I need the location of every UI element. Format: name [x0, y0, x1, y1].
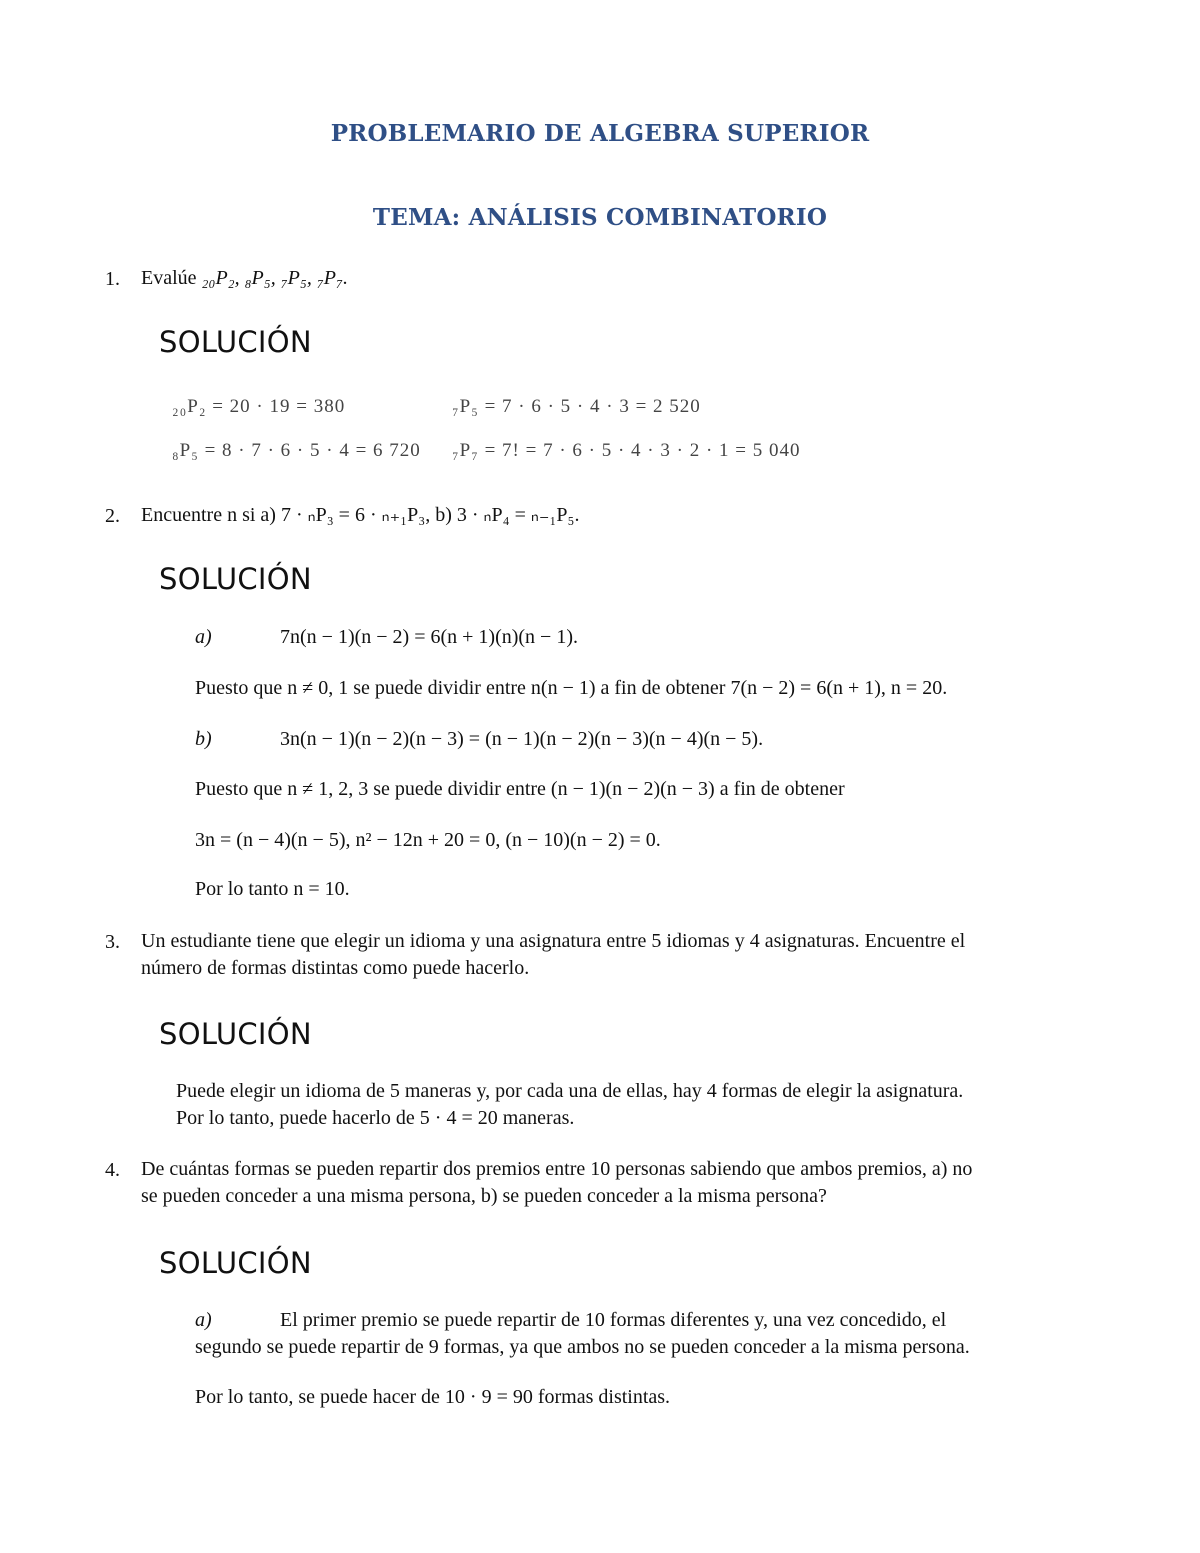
problem-4-statement-line-1: De cuántas formas se pueden repartir dos premios entre 10 personas sabiendo que ambos premios, a) no: [141, 1158, 973, 1180]
solution-heading-1: SOLUCIÓN: [159, 325, 312, 359]
p1-solution-line-3: ₈P₅ = 8 · 7 · 6 · 5 · 4 = 6 720: [172, 440, 421, 461]
problem-4-statement-line-2: se pueden conceder a una misma persona, b) se pueden conceder a la misma persona?: [141, 1185, 827, 1207]
problem-3-statement-line-2: número de formas distintas como puede hacerlo.: [141, 957, 530, 979]
problem-4-number: 4.: [105, 1159, 120, 1181]
p2-part-b-equation-2: 3n = (n − 4)(n − 5), n² − 12n + 20 = 0, (n − 10)(n − 2) = 0.: [195, 829, 661, 851]
problem-2-statement: Encuentre n si a) 7 · ₙP₃ = 6 · ₙ₊₁P₃, b) 3 · ₙP₄ = ₙ₋₁P₅.: [141, 504, 580, 526]
p2-part-b-label: b): [195, 728, 212, 750]
p1-solution-line-4: ₇P₇ = 7! = 7 · 6 · 5 · 4 · 3 · 2 · 1 = 5 040: [452, 440, 801, 461]
problem-1-math: ₂₀P₂, ₈P₅, ₇P₅, ₇P₇.: [201, 267, 348, 289]
p2-part-a-explanation: Puesto que n ≠ 0, 1 se puede dividir entre n(n − 1) a fin de obtener 7(n − 2) = 6(n + 1), n = 20.: [195, 677, 948, 699]
problem-1-statement: [141, 265, 348, 292]
p1-solution-line-1: ₂₀P₂ = 20 · 19 = 380: [172, 396, 346, 417]
p2-part-b-equation: 3n(n − 1)(n − 2)(n − 3) = (n − 1)(n − 2)(n − 3)(n − 4)(n − 5).: [280, 728, 764, 750]
problem-3-statement-line-1: Un estudiante tiene que elegir un idioma y una asignatura entre 5 idiomas y 4 asignaturas. Encuentre el: [141, 930, 966, 952]
p4-part-a-conclusion: Por lo tanto, se puede hacer de 10 · 9 = 90 formas distintas.: [195, 1386, 671, 1408]
solution-heading-2: SOLUCIÓN: [159, 562, 312, 596]
problem-1-prefix: Evalúe: [141, 267, 197, 289]
p1-solution-line-2: ₇P₅ = 7 · 6 · 5 · 4 · 3 = 2 520: [452, 396, 701, 417]
solution-heading-4: SOLUCIÓN: [159, 1246, 312, 1280]
document-subtitle: TEMA: ANÁLISIS COMBINATORIO: [372, 204, 828, 231]
solution-heading-3: SOLUCIÓN: [159, 1017, 312, 1051]
problem-1-number: 1.: [105, 268, 120, 290]
p2-part-b-explanation: Puesto que n ≠ 1, 2, 3 se puede dividir entre (n − 1)(n − 2)(n − 3) a fin de obtener: [195, 778, 845, 800]
problem-2-number: 2.: [105, 505, 120, 527]
problem-3-number: 3.: [105, 931, 120, 953]
p4-part-a-line-2: segundo se puede repartir de 9 formas, ya que ambos no se pueden conceder a la misma persona.: [195, 1336, 970, 1358]
p2-part-a-label: a): [195, 626, 212, 648]
p4-part-a-label: a): [195, 1309, 212, 1331]
p4-part-a-line-1: El primer premio se puede repartir de 10 formas diferentes y, una vez concedido, el: [280, 1309, 947, 1331]
p2-part-b-conclusion: Por lo tanto n = 10.: [195, 878, 350, 900]
p2-part-a-equation: 7n(n − 1)(n − 2) = 6(n + 1)(n)(n − 1).: [280, 626, 578, 648]
document-title: PROBLEMARIO DE ALGEBRA SUPERIOR: [330, 120, 870, 147]
p3-solution-line-2: Por lo tanto, puede hacerlo de 5 · 4 = 20 maneras.: [176, 1107, 575, 1129]
p3-solution-line-1: Puede elegir un idioma de 5 maneras y, por cada una de ellas, hay 4 formas de elegir la asignatura.: [176, 1080, 964, 1102]
